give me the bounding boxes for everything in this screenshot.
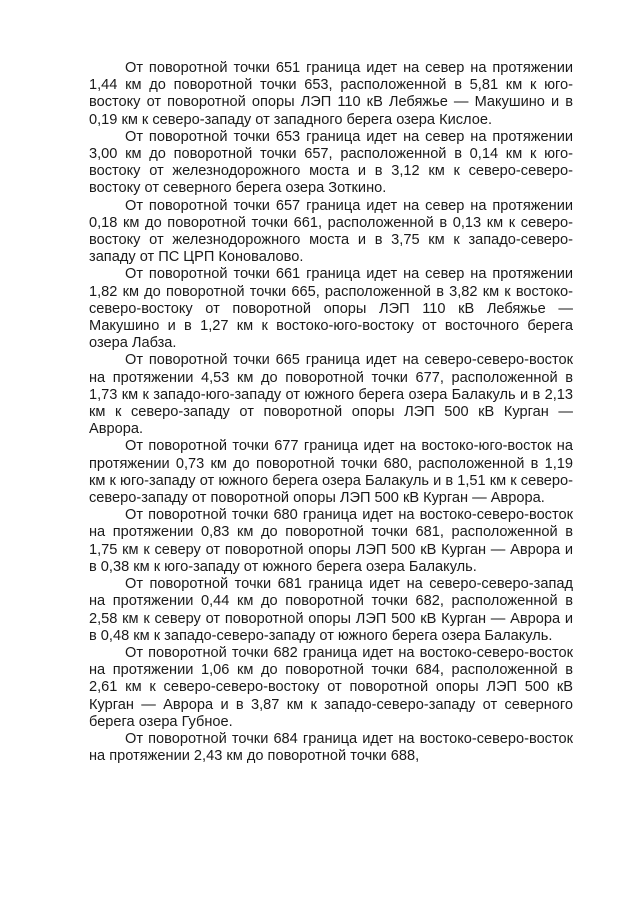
paragraph-657: От поворотной точки 657 граница идет на север на протяжении 0,18 км до поворотной точки 661, расположенной в 0,13 км к северо-востоку от железнодорожного моста и в 3,75 км к западо-северо-западу от ПС ЦРП Коновалово. [89, 197, 573, 266]
paragraph-680: От поворотной точки 680 граница идет на востоко-северо-восток на протяжении 0,83 км до поворотной точки 681, расположенной в 1,75 км к северу от поворотной опоры ЛЭП 500 кВ Курган — Аврора и в 0,38 км к юго-западу от южного берега озера Балакуль. [89, 507, 573, 575]
paragraph-651: От поворотной точки 651 граница идет на север на протяжении 1,44 км до поворотной точки 653, расположенной в 5,81 км к юго-востоку от поворотной опоры ЛЭП 110 кВ Лебяжье — Макушино и в 0,19 км к северо-западу от западного берега озера Кислое. [89, 60, 573, 128]
paragraph-661: От поворотной точки 661 граница идет на север на протяжении 1,82 км до поворотной точки 665, расположенной в 3,82 км к востоко-северо-востоку от поворотной опоры ЛЭП 110 кВ Лебяжье — Макушино и в 1,27 км к востоко-юго-востоку от восточного берега озера Лабза. [89, 266, 573, 352]
paragraph-653: От поворотной точки 653 граница идет на север на протяжении 3,00 км до поворотной точки 657, расположенной в 0,14 км к юго-востоку от железнодорожного моста и в 3,12 км к северо-северо-востоку от северного берега озера Зоткино. [89, 128, 573, 197]
paragraph-684: От поворотной точки 684 граница идет на востоко-северо-восток на протяжении 2,43 км до поворотной точки 688, [89, 730, 573, 765]
paragraph-665: От поворотной точки 665 граница идет на северо-северо-восток на протяжении 4,53 км до поворотной точки 677, расположенной в 1,73 км к западо-юго-западу от южного берега озера Балакуль и в 2,13 км к северо-западу от поворотной опоры ЛЭП 500 кВ Курган — Аврора. [89, 352, 573, 438]
paragraph-682: От поворотной точки 682 граница идет на востоко-северо-восток на протяжении 1,06 км до поворотной точки 684, расположенной в 2,61 км к северо-северо-востоку от поворотной опоры ЛЭП 500 кВ Курган — Аврора и в 3,87 км к западо-северо-западу от северного берега озера Губное. [89, 644, 573, 730]
paragraph-681: От поворотной точки 681 граница идет на северо-северо-запад на протяжении 0,44 км до поворотной точки 682, расположенной в 2,58 км к северу от поворотной опоры ЛЭП 500 кВ Курган — Аврора и в 0,48 км к западо-северо-западу от южного берега озера Балакуль. [89, 576, 573, 644]
document-page [89, 60, 573, 765]
paragraph-677: От поворотной точки 677 граница идет на востоко-юго-восток на протяжении 0,73 км до поворотной точки 680, расположенной в 1,19 км к юго-западу от южного берега озера Балакуль и в 1,51 км к северо-северо-западу от поворотной опоры ЛЭП 500 кВ Курган — Аврора. [89, 438, 573, 507]
